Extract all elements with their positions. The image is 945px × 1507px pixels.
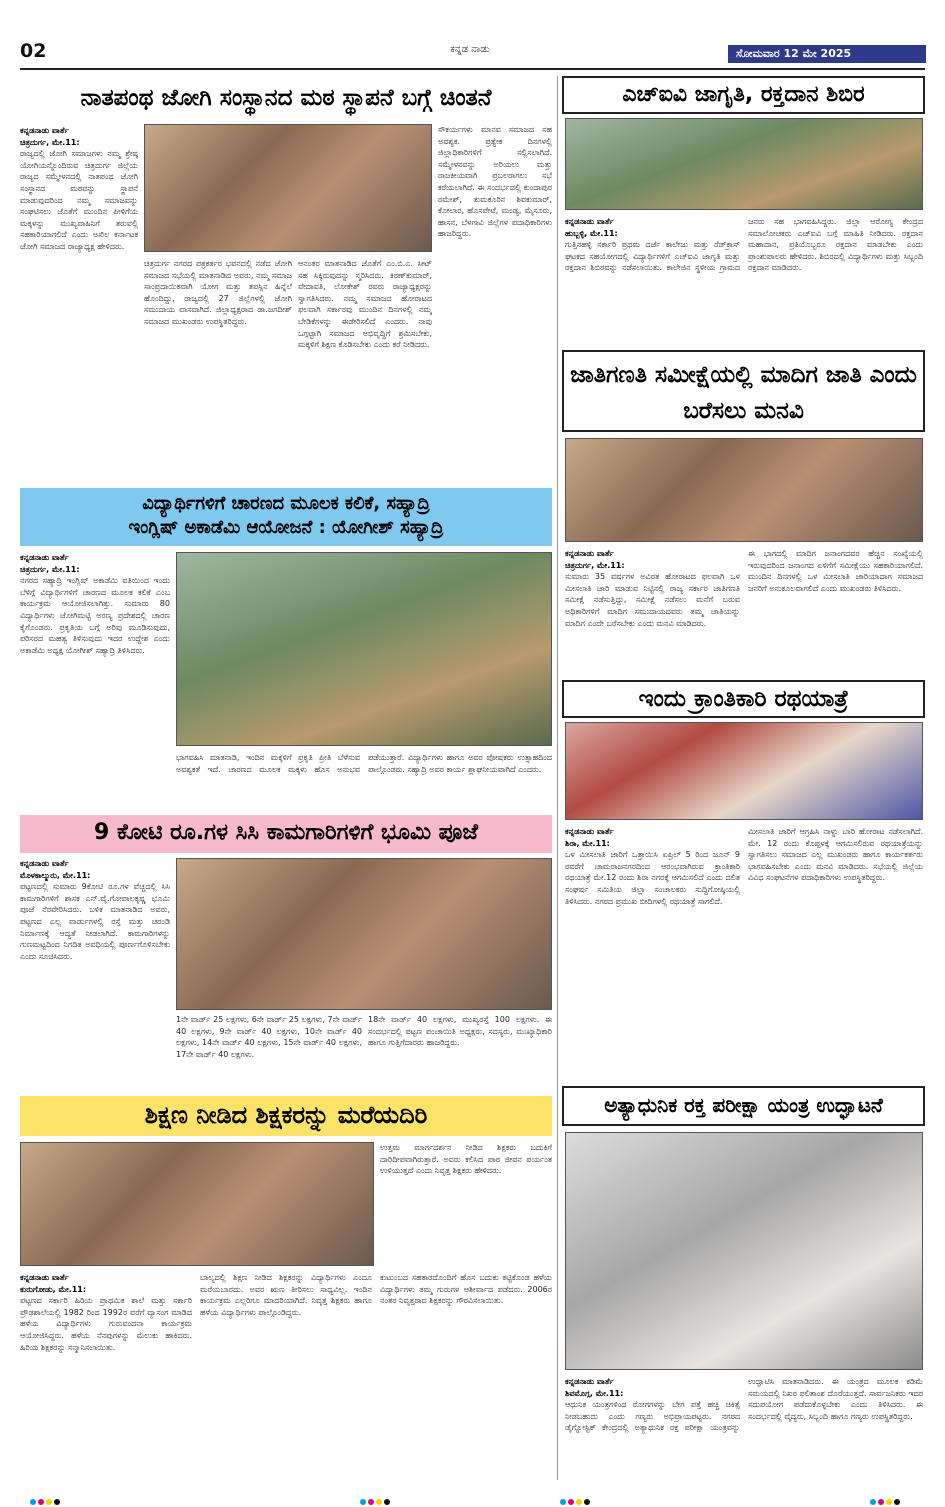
cc-text-a: ಪಟ್ಟಣದಲ್ಲಿ ಸುಮಾರು 9ಕೋಟಿ ರೂ.ಗಳ ವೆಚ್ಚದಲ್ಲಿ ಸಿಸಿ ಕಾಮಗಾರಿಗಳಿಗೆ ಶಾಸಕ ಎನ್.ವೈ.ಗೋಪಾಲಕೃಷ್ಣ ಭೂಮಿ ಪೂಜೆ ನೆರವೇರಿಸಿದರು. ಬಳಿಕ ಮಾತನಾಡಿದ ಅವರು, ಪಟ್ಟಣದ ಎಲ್ಲ ವಾರ್ಡುಗಳಲ್ಲಿ ರಸ್ತೆ ಮತ್ತು ಚರಂಡಿ ನಿರ್ಮಾಣಕ್ಕೆ ಆದ್ಯತೆ ನೀಡಲಾಗಿದೆ. ಕಾಮಗಾರಿಗಳನ್ನು ಗುಣಮಟ್ಟದಿಂದ ನಿಗದಿತ ಅವಧಿಯಲ್ಲಿ ಪೂರ್ಣಗೊಳಿಸಬೇಕು ಎಂದು ಸೂಚಿಸಿದರು. bbox=[20, 882, 170, 961]
hiv-dateline: ಹುಬ್ಬಳ್ಳಿ, ಮೇ.11: bbox=[565, 228, 618, 238]
page-number: 02 bbox=[20, 40, 47, 62]
vidyarthi-headline-line-2: ಇಂಗ್ಲಿಷ್ ಅಕಾಡೆಮಿ ಆಯೋಜನೆ : ಯೋಗೀಶ್ ಸಹ್ಯಾದ್ರಿ bbox=[128, 517, 444, 539]
rathayatre-byline: ಕನ್ನಡನಾಡು ವಾರ್ತೆ bbox=[565, 827, 614, 836]
shikshana-column-1 bbox=[20, 1272, 192, 1480]
shikshana-dateline: ಕುರುಗೋಡು, ಮೇ.11: bbox=[20, 1284, 87, 1294]
blood-dateline: ಶಿವಮೊಗ್ಗ, ಮೇ.11: bbox=[565, 1388, 624, 1398]
vidyarthi-column-1 bbox=[20, 552, 170, 810]
blood-machine-photo bbox=[565, 1132, 923, 1370]
shikshana-text-d: ಕುಟುಂಬದ ಸಹಕಾರದೊಂದಿಗೆ ಹೊಸ ಬದುಕು ಕಟ್ಟಿಕೊಂಡ ಹಳೆಯ ವಿದ್ಯಾರ್ಥಿಗಳು ತಮ್ಮ ಗುರುಗಳ ಆಶೀರ್ವಾದ ಪಡೆದರು. 2006ರ ನಂತರ ನಿವೃತ್ತರಾದ ಶಿಕ್ಷಕರನ್ನು ಗೌರವಿಸಲಾಯಿತು. bbox=[380, 1273, 552, 1306]
shikshana-group-photo bbox=[20, 1142, 374, 1266]
registration-marks-far-right bbox=[870, 1490, 902, 1498]
hiv-text: ಗುತ್ತಿನಹಳ್ಳಿ ಸರ್ಕಾರಿ ಪ್ರಥಮ ದರ್ಜೆ ಕಾಲೇಜು ಮತ್ತು ರೆಡ್‌ಕ್ರಾಸ್ ಘಟಕದ ಸಹಯೋಗದಲ್ಲಿ ವಿದ್ಯಾರ್ಥಿಗಳಿಗೆ ಎಚ್‌ಐವಿ ಜಾಗೃತಿ ಮತ್ತು ರಕ್ತದಾನ ಶಿಬಿರವನ್ನು ನಡೆಸಲಾಯಿತು. ಕಾಲೇಜಿನ ಸ್ಥಳೀಯ ಗ್ರಾಮದ ಜನರು ಸಹ ಭಾಗವಹಿಸಿದ್ದರು. ಜಿಲ್ಲಾ ಆರೋಗ್ಯ ಕೇಂದ್ರದ ಸಮಾಲೋಚಕರು ಎಚ್‌ಐವಿ ಬಗ್ಗೆ ಮಾಹಿತಿ ನೀಡಿದರು. ರಕ್ತದಾನ ಮಹಾದಾನ, ಪ್ರತಿಯೊಬ್ಬರೂ ರಕ್ತದಾನ ಮಾಡಬೇಕು ಎಂದು ಪ್ರಾಂಶುಪಾಲರು ಹೇಳಿದರು. ಶಿಬಿರದಲ್ಲಿ ವಿದ್ಯಾರ್ಥಿಗಳು ಮತ್ತು ಸಿಬ್ಬಂದಿ ರಕ್ತದಾನ ಮಾಡಿದರು. bbox=[565, 217, 923, 273]
jati-text-a: ಸುಮಾರು 35 ವರ್ಷಗಳ ಅವಿರತ ಹೋರಾಟದ ಫಲವಾಗಿ ಒಳ ಮೀಸಲಾತಿ ಜಾರಿ ಮಾಡುವ ನಿಟ್ಟಿನಲ್ಲಿ ರಾಜ್ಯ ಸರ್ಕಾರ ಜಾತಿಗಣತಿ ಸಮೀಕ್ಷೆ ನಡೆಸುತ್ತಿದ್ದು, ಸಮೀಕ್ಷೆ ನಡೆಸಲು ಮನೆಗೆ ಬರುವ ಅಧಿಕಾರಿಗಳಿಗೆ ಮಾದಿಗ ಸಮುದಾಯದವರು ತಮ್ಮ ಜಾತಿಯನ್ನು ಮಾದಿಗ ಎಂದೇ ಬರೆಸಬೇಕು ಎಂದು ಮನವಿ ಮಾಡಿದರು. bbox=[565, 572, 740, 628]
rathayatre-text-a: ಒಳ ಮೀಸಲಾತಿ ಜಾರಿಗೆ ಒತ್ತಾಯಿಸಿ ಏಪ್ರಿಲ್ 5 ರಿಂದ ಜೂನ್ 9 ರವರೆಗೆ ಚಾಮರಾಜನಗರದಿಂದ ಆರಂಭವಾಗಿರುವ ಕ್ರಾಂತಿಕಾರಿ ರಥಯಾತ್ರೆ ಮೇ.12 ರಂದು ಶಿರಾ ನಗರಕ್ಕೆ ಆಗಮಿಸಲಿದೆ ಎಂದು ದಲಿತ ಸಂಘರ್ಷ ಸಮಿತಿಯ ಜಿಲ್ಲಾ ಸಂಚಾಲಕರು ಸುದ್ದಿಗೋಷ್ಠಿಯಲ್ಲಿ ತಿಳಿಸಿದರು. ನಗರದ ಪ್ರಮುಖ ಬೀದಿಗಳಲ್ಲಿ ರಥಯಾತ್ರೆ ಸಾಗಲಿದೆ. bbox=[565, 850, 740, 906]
registration-marks-right bbox=[560, 1490, 592, 1498]
jogi-text-a: ರಾಜ್ಯದಲ್ಲಿ ಜೋಗಿ ಸಮಾಜಗಳು ನಮ್ಮ ಶ್ರೇಷ್ಠ ಯೋಗಿಯನ್ನೊಂದಿರುವ ಚಿತ್ರದುರ್ಗ ಜಿಲ್ಲೆಯ ರಾಜ್ಯದ ಸಮ್ಮೇಳನದಲ್ಲಿ ನಾತಪಂಥ ಜೋಗಿ ಸಂಸ್ಥಾನದ ಮಠವನ್ನು ಸ್ಥಾಪನೆ ಮಾಡುವುದರಿಂದ ನಮ್ಮ ಸಮಾಜವನ್ನು ಸಂಘಟಿಸಲು ಜೊತೆಗೆ ಮುಂದಿನ ಪೀಳಿಗೆಯ ಮಕ್ಕಳನ್ನು ಮುಖ್ಯವಾಹಿನಿಗೆ ತರುವಲ್ಲಿ ಸಹಕಾರಿಯಾಗಲಿದೆ ಎಂದು ಅಖಿಲ ಕರ್ನಾಟಕ ಜೋಗಿ ಸಮಾಜದ ರಾಜ್ಯಾಧ್ಯಕ್ಷ ಹೇಳಿದರು. bbox=[20, 149, 138, 251]
jati-headline: ಜಾತಿಗಣತಿ ಸಮೀಕ್ಷೆಯಲ್ಲಿ ಮಾದಿಗ ಜಾತಿ ಎಂದು ಬರೆಸಲು ಮನವಿ bbox=[562, 350, 925, 432]
shikshana-column-2 bbox=[200, 1272, 372, 1480]
jogi-column-1 bbox=[20, 125, 138, 505]
cc-headline: 9 ಕೋಟಿ ರೂ.ಗಳ ಸಿಸಿ ಕಾಮಗಾರಿಗಳಿಗೆ ಭೂಮಿ ಪೂಜೆ bbox=[20, 815, 552, 853]
shikshana-text-a: ಉತ್ತಮ ಮಾರ್ಗದರ್ಶನ ನೀಡಿದ ಶಿಕ್ಷಕರು ಬದುಕಿಗೆ ದಾರಿದೀಪವಾಗಿರುತ್ತಾರೆ. ಅವರು ಕಲಿಸಿದ ಪಾಠ ಜೀವನ ಪರ್ಯಂತ ಉಳಿಯುತ್ತದೆ ಎಂದು ನಿವೃತ್ತ ಶಿಕ್ಷಕರು ಹೇಳಿದರು. bbox=[380, 1143, 552, 1176]
jogi-text-b: ಚಿತ್ರದುರ್ಗ ನಗರದ ಪತ್ರಕರ್ತರ ಭವನದಲ್ಲಿ ನಡೆದ ಜೋಗಿ ಸಮಾಜದ ಸಭೆಯಲ್ಲಿ ಮಾತನಾಡಿದ ಅವರು, ನಮ್ಮ ಸಮಾಜ ಸಾಂಪ್ರದಾಯಿಕವಾಗಿ ಯೋಗ ಮತ್ತು ತಪಸ್ಸಿನ ಹಿನ್ನೆಲೆ ಹೊಂದಿದ್ದು, ರಾಜ್ಯದಲ್ಲಿ 27 ಜಿಲ್ಲೆಗಳಲ್ಲಿ ಜೋಗಿ ಸಮುದಾಯ ವಾಸವಾಗಿದೆ. ಜಿಲ್ಲಾಧ್ಯಕ್ಷರಾದ ಡಾ.ಜಗದೀಶ್ ಸಮಾಜದ ಮುಖಂಡರು ಉಪಸ್ಥಿತರಿದ್ದರು. bbox=[144, 259, 292, 326]
rathayatre-column-2 bbox=[748, 826, 923, 1080]
hiv-byline: ಕನ್ನಡನಾಡು ವಾರ್ತೆ bbox=[565, 217, 614, 226]
cc-bhoomi-pooje-photo bbox=[176, 858, 552, 1010]
cc-column-2 bbox=[176, 1014, 362, 1090]
rathayatre-dateline: ಶಿರಾ, ಮೇ.11: bbox=[565, 838, 610, 848]
blood-text: ಆಧುನಿಕ ಯಂತ್ರಗಳಿಂದ ರೋಗಗಳನ್ನು ಬೇಗ ಪತ್ತೆ ಹಚ್ಚಿ ಚಿಕಿತ್ಸೆ ನೀಡಬಹುದು ಎಂದು ಗಣ್ಯರು ಅಭಿಪ್ರಾಯಪಟ್ಟರು. ನಗರದ ಡೈಗ್ನೋಸ್ಟಿಕ್ ಕೇಂದ್ರದಲ್ಲಿ ಅತ್ಯಾಧುನಿಕ ರಕ್ತ ಪರೀಕ್ಷಾ ಯಂತ್ರವನ್ನು ಉದ್ಘಾಟಿಸಿ ಮಾತನಾಡಿದರು. ಈ ಯಂತ್ರದ ಮೂಲಕ ಕಡಿಮೆ ಸಮಯದಲ್ಲಿ ನಿಖರ ಫಲಿತಾಂಶ ದೊರೆಯುತ್ತದೆ. ಸಾರ್ವಜನಿಕರು ಇದರ ಸದುಪಯೋಗ ಪಡೆದುಕೊಳ್ಳಬೇಕು ಎಂದು ತಿಳಿಸಿದರು. ಈ ಸಂದರ್ಭದಲ್ಲಿ ವೈದ್ಯರು, ಸಿಬ್ಬಂದಿ ಹಾಗೂ ಗಣ್ಯರು ಉಪಸ್ಥಿತರಿದ್ದರು. bbox=[565, 1377, 923, 1433]
cc-dateline: ಮೊಳಕಾಲ್ಮುರು, ಮೇ.11: bbox=[20, 870, 91, 880]
vidyarthi-dateline: ಚಿತ್ರದುರ್ಗ, ಮೇ.11: bbox=[20, 564, 80, 574]
blood-headline: ಅತ್ಯಾಧುನಿಕ ರಕ್ತ ಪರೀಕ್ಷಾ ಯಂತ್ರ ಉದ್ಘಾಟನೆ bbox=[562, 1086, 925, 1126]
cc-text-c: 18ನೇ ವಾರ್ಡ್ 40 ಲಕ್ಷಗಳು, ಮುಖ್ಯರಸ್ತೆ 100 ಲಕ್ಷಗಳು. ಈ ಸಂದರ್ಭದಲ್ಲಿ ಪಟ್ಟಣ ಪಂಚಾಯಿತಿ ಅಧ್ಯಕ್ಷರು, ಸದಸ್ಯರು, ಮುಖ್ಯಾಧಿಕಾರಿ ಹಾಗೂ ಗುತ್ತಿಗೆದಾರರು ಹಾಜರಿದ್ದರು. bbox=[368, 1015, 552, 1048]
registration-marks-center bbox=[360, 1490, 392, 1498]
jati-photo bbox=[565, 438, 923, 542]
hiv-photo bbox=[565, 118, 923, 210]
rathayatre-photo bbox=[565, 722, 923, 820]
cc-column-3 bbox=[368, 1014, 552, 1090]
vidyarthi-headline-line-1: ವಿದ್ಯಾರ್ಥಿಗಳಿಗೆ ಚಾರಣದ ಮೂಲಕ ಕಲಿಕೆ, ಸಹ್ಯಾದ್ರಿ bbox=[142, 493, 430, 514]
cc-text-b: 1ನೇ ವಾರ್ಡ್ 25 ಲಕ್ಷಗಳು, 6ನೇ ವಾರ್ಡ್ 25 ಲಕ್ಷಗಳು, 7ನೇ ವಾರ್ಡ್ 40 ಲಕ್ಷಗಳು, 9ನೇ ವಾರ್ಡ್ 40 ಲಕ್ಷಗಳು, 10ನೇ ವಾರ್ಡ್ 40 ಲಕ್ಷಗಳು, 14ನೇ ವಾರ್ಡ್ 40 ಲಕ್ಷಗಳು, 15ನೇ ವಾರ್ಡ್ 40 ಲಕ್ಷಗಳು, 17ನೇ ವಾರ್ಡ್ 40 ಲಕ್ಷಗಳು. bbox=[176, 1015, 362, 1059]
jogi-byline: ಕನ್ನಡನಾಡು ವಾರ್ತೆ bbox=[20, 126, 69, 135]
jati-column-2 bbox=[748, 548, 923, 672]
jogi-dateline: ಚಿತ್ರದುರ್ಗ, ಮೇ.11: bbox=[20, 137, 80, 147]
shikshana-byline: ಕನ್ನಡನಾಡು ವಾರ್ತೆ bbox=[20, 1273, 69, 1282]
jogi-group-photo bbox=[144, 124, 432, 252]
jati-text-b: ಈ ಭಾಗದಲ್ಲಿ ಮಾದಿಗ ಜನಾಂಗದವರ ಹೆಚ್ಚಿನ ಸಂಖ್ಯೆಯಲ್ಲಿ ಇರುವುದರಿಂದ ಜನಾಂಗದ ಏಳಿಗೆಗೆ ಸಮೀಕ್ಷೆಯು ಸಹಕಾರಿಯಾಗಲಿದೆ. ಮುಂದಿನ ದಿನಗಳಲ್ಲಿ ಒಳ ಮೀಸಲಾತಿ ಜಾರಿಯಾದಾಗ ಸಮಾಜದ ಜನರಿಗೆ ಅನುಕೂಲವಾಗಲಿದೆ ಎಂದು ಮುಖಂಡರು ತಿಳಿಸಿದರು. bbox=[748, 549, 923, 593]
vidyarthi-text-a: ನಗರದ ಸಹ್ಯಾದ್ರಿ ಇಂಗ್ಲಿಷ್ ಅಕಾಡೆಮಿ ವತಿಯಿಂದ ಇಂದು ಬೆಳಿಗ್ಗೆ ವಿದ್ಯಾರ್ಥಿಗಳಿಗೆ ಚಾರಣದ ಮೂಲಕ ಕಲಿಕೆ ಎಂಬ ಕಾರ್ಯಕ್ರಮ ಆಯೋಜಿಸಲಾಗಿತ್ತು. ಸುಮಾರು 80 ವಿದ್ಯಾರ್ಥಿಗಳು ಜೋಗಿಮಟ್ಟಿ ಅರಣ್ಯ ಪ್ರದೇಶದಲ್ಲಿ ಚಾರಣ ಕೈಗೊಂಡರು. ಪ್ರಕೃತಿಯ ಬಗ್ಗೆ ಅರಿವು ಮೂಡಿಸುವುದು, ಪರಿಸರದ ಮಹತ್ವ ತಿಳಿಸುವುದು ಇದರ ಉದ್ದೇಶ ಎಂದು ಅಕಾಡೆಮಿ ಅಧ್ಯಕ್ಷ ಯೋಗೀಶ್ ಸಹ್ಯಾದ್ರಿ ತಿಳಿಸಿದರು. bbox=[20, 576, 170, 655]
vidyarthi-headline bbox=[20, 488, 552, 546]
shikshana-text-b: ಪಟ್ಟಣದ ಸರ್ಕಾರಿ ಹಿರಿಯ ಪ್ರಾಥಮಿಕ ಶಾಲೆ ಮತ್ತು ಸರ್ಕಾರಿ ಪ್ರೌಢಶಾಲೆಯಲ್ಲಿ 1982 ರಿಂದ 1992ರ ವರೆಗೆ ವ್ಯಾಸಂಗ ಮಾಡಿದ ಹಳೆಯ ವಿದ್ಯಾರ್ಥಿಗಳು ಗುರುವಂದನಾ ಕಾರ್ಯಕ್ರಮ ಆಯೋಜಿಸಿದ್ದರು. ಹಳೆಯ ನೆನಪುಗಳನ್ನು ಮೆಲುಕು ಹಾಕಿದರು. ಹಿರಿಯ ಶಿಕ್ಷಕರನ್ನು ಸನ್ಮಾನಿಸಲಾಯಿತು. bbox=[20, 1296, 192, 1352]
masthead-rule bbox=[20, 68, 925, 70]
shikshana-column-3 bbox=[380, 1272, 552, 1480]
jati-dateline: ಚಿತ್ರದುರ್ಗ, ಮೇ.11: bbox=[565, 560, 625, 570]
hiv-headline: ಎಚ್‌ಐವಿ ಜಾಗೃತಿ, ರಕ್ತದಾನ ಶಿಬಿರ bbox=[562, 76, 925, 114]
jogi-text-c: ಆನಂತರ ಮಾತನಾಡಿದ ಜೊತೆಗೆ ಎಂ.ಬಿ.ಎ. ಸೀಟ್ ಸಹ ಸಿಕ್ಕಿರುವುದನ್ನು ಸ್ಮರಿಸಿದರು. ಕಿರಣ್‌ಕುಮಾರ್, ವೇದಾವತಿ, ಲೋಕೇಶ್ ರವರು ರಾಜ್ಯಾಧ್ಯಕ್ಷರನ್ನು ಸ್ವಾಗತಿಸಿದರು. ನಮ್ಮ ಸಮಾಜದ ಹೋರಾಟದ ಫಲವಾಗಿ ಸರ್ಕಾರವು ಮುಂದಿನ ದಿನಗಳಲ್ಲಿ ನಮ್ಮ ಬೇಡಿಕೆಗಳನ್ನು ಈಡೇರಿಸಲಿದೆ ಎಂದರು. ನಾವು ಒಗ್ಗಟ್ಟಾಗಿ ಸಮಾಜದ ಅಭಿವೃದ್ಧಿಗೆ ಶ್ರಮಿಸಬೇಕು, ಮಕ್ಕಳಿಗೆ ಶಿಕ್ಷಣ ಕೊಡಿಸಬೇಕು ಎಂದು ಕರೆ ನೀಡಿದರು. bbox=[298, 259, 432, 350]
blood-body bbox=[565, 1376, 923, 1480]
registration-marks-left bbox=[30, 1490, 62, 1498]
jati-column-1 bbox=[565, 548, 740, 672]
paper-name: ಕನ್ನಡ ನಾಡು bbox=[450, 44, 490, 55]
vidyarthi-trek-photo bbox=[176, 552, 552, 746]
vidyarthi-text-b: ಭಾಗವಹಿಸಿ ಮಾತನಾಡಿ, ಇಂದಿನ ಮಕ್ಕಳಿಗೆ ಪ್ರಕೃತಿ ಪ್ರೀತಿ ಬೆಳೆಸುವ ಅವಶ್ಯಕತೆ ಇದೆ. ಚಾರಣದ ಮೂಲಕ ಮಕ್ಕಳು ಹೊಸ ಅನುಭವ ಪಡೆಯುತ್ತಾರೆ. ವಿದ್ಯಾರ್ಥಿಗಳು ಹಾಗೂ ಅವರ ಪೋಷಕರು ಉತ್ಸಾಹದಿಂದ ಪಾಲ್ಗೊಂಡರು. ಸಹ್ಯಾದ್ರಿ ಅವರ ಕಾರ್ಯ ಶ್ಲಾಘನೀಯವಾಗಿದೆ ಎಂದರು. bbox=[176, 753, 552, 774]
rathayatre-column-1 bbox=[565, 826, 740, 1080]
jogi-text-d: ಸೌಕರ್ಯಗಳು ಮಾನವ ಸಮಾಜದ ಸಹ ಅವಶ್ಯಕ. ಪ್ರತ್ಯೇಕ ದಿನಗಳಲ್ಲಿ ಜಿಲ್ಲಾಧಿಕಾರಿಗಳಿಗೆ ಸಲ್ಲಿಸಲಾಗಿದೆ. ಸಮ್ಮೇಳನವನ್ನು ಅರಿಯಲು ಮತ್ತು ರಾಜಕೀಯವಾಗಿ ಪ್ರಬಲರಾಗಲು ಸಭೆ ಕರೆಯಲಾಗಿದೆ. ಈ ಸಂದರ್ಭದಲ್ಲಿ ಕುಂದಾಪುರ ರಮೇಶ್, ತುಮಕೂರಿನ ಶಿವಕುಮಾರ್, ಕೋಲಾರ, ಹೊಸಪೇಟೆ, ಮಂಡ್ಯ, ಮೈಸೂರು, ಹಾಸನ, ಬೆಳಗಾವಿ ಜಿಲ್ಲೆಗಳ ಪದಾಧಿಕಾರಿಗಳು ಹಾಜರಿದ್ದರು. bbox=[438, 125, 552, 239]
shikshana-text-c: ಬಾಲ್ಯದಲ್ಲಿ ಶಿಕ್ಷಣ ನೀಡಿದ ಶಿಕ್ಷಕರನ್ನು ವಿದ್ಯಾರ್ಥಿಗಳು ಎಂದೂ ಮರೆಯಬಾರದು. ಅವರ ಋಣ ತೀರಿಸಲು ಸಾಧ್ಯವಿಲ್ಲ. ಇಂದಿನ ಕಾರ್ಯಕ್ರಮ ಎಲ್ಲರಿಗೂ ಮಾದರಿಯಾಗಿದೆ. ನಿವೃತ್ತ ಶಿಕ್ಷಕರು ಹಾಗೂ ಹಳೆಯ ವಿದ್ಯಾರ್ಥಿಗಳು ಪಾಲ್ಗೊಂಡಿದ್ದರು. bbox=[200, 1273, 372, 1317]
vidyarthi-byline: ಕನ್ನಡನಾಡು ವಾರ್ತೆ bbox=[20, 553, 69, 562]
cc-column-1 bbox=[20, 858, 170, 1090]
jati-byline: ಕನ್ನಡನಾಡು ವಾರ್ತೆ bbox=[565, 549, 614, 558]
issue-date: ಸೋಮವಾರ 12 ಮೇ 2025 bbox=[728, 45, 926, 63]
cc-byline: ಕನ್ನಡನಾಡು ವಾರ್ತೆ bbox=[20, 859, 69, 868]
rathayatre-headline: ಇಂದು ಕ್ರಾಂತಿಕಾರಿ ರಥಯಾತ್ರೆ bbox=[562, 680, 925, 718]
blood-byline: ಕನ್ನಡನಾಡು ವಾರ್ತೆ bbox=[565, 1377, 614, 1386]
rathayatre-text-b: ಮೀಸಲಾತಿ ಜಾರಿಗೆ ಆಗ್ರಹಿಸಿ ನಾಳ್ನು ಬಾರಿ ಹೋರಾಟ ನಡೆಸಲಾಗಿದೆ. ಮೇ. 12 ರಂದು ಕೊಪ್ಪಳಕ್ಕೆ ಆಗಮಿಸಲಿರುವ ರಥಯಾತ್ರೆಯನ್ನು ಸ್ವಾಗತಿಸಲು ಸಮಾಜದ ಎಲ್ಲ ಮುಖಂಡರು ಹಾಗೂ ಕಾರ್ಯಕರ್ತರು ಭಾಗವಹಿಸಬೇಕು ಎಂದು ಮನವಿ ಮಾಡಿದರು. ಸಭೆಯಲ್ಲಿ ಜಿಲ್ಲೆಯ ವಿವಿಧ ಸಂಘಟನೆಗಳ ಪದಾಧಿಕಾರಿಗಳು ಉಪಸ್ಥಿತರಿದ್ದರು. bbox=[748, 827, 923, 883]
jogi-headline: ನಾತಪಂಥ ಜೋಗಿ ಸಂಸ್ಥಾನದ ಮಠ ಸ್ಥಾಪನೆ ಬಗ್ಗೆ ಚಿಂತನೆ bbox=[20, 80, 552, 120]
column-divider bbox=[557, 76, 558, 1480]
vidyarthi-column-2 bbox=[176, 752, 552, 810]
shikshana-headline: ಶಿಕ್ಷಣ ನೀಡಿದ ಶಿಕ್ಷಕರನ್ನು ಮರೆಯದಿರಿ bbox=[20, 1096, 552, 1136]
shikshana-column-top bbox=[380, 1142, 552, 1266]
hiv-body bbox=[565, 216, 923, 344]
